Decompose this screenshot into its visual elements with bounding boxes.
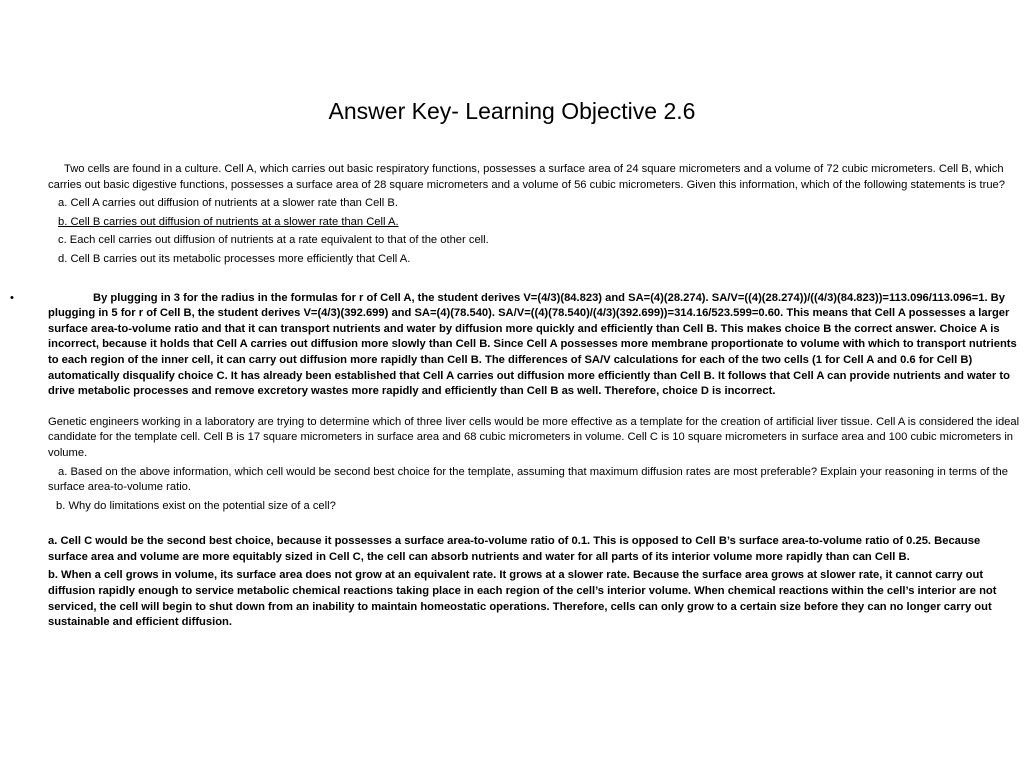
- question-1-option-b-correct: b. Cell B carries out diffusion of nutrients at a slower rate than Cell A.: [58, 215, 399, 228]
- bullet-marker: •: [10, 291, 14, 304]
- answer-2-part-a: a. Cell C would be the second best choice, because it possesses a surface area-to-volume ratio of 0.1. This is opposed to Cell B’s surface area-to-volume ratio of 0.25. Because surface area and volume are more equitably sized in Cell C, the cell can absorb nutrients and water for all parts of its interior volume more rapidly than can Cell B.: [48, 535, 981, 563]
- explanation-1: [10, 291, 1020, 400]
- question-2-stem: Genetic engineers working in a laboratory are trying to determine which of three liver cells would be more effective as a template for the creation of artificial liver tissue. Cell A is considered the ideal candidate for the template cell. Cell B is 17 square micrometers in surface area and 68 cubic micrometers in volume. Cell C is 10 square micrometers in surface area and 100 cubic micrometers in volume.: [48, 415, 1020, 459]
- slide-content: [10, 162, 1020, 631]
- answer-2-part-b: b. When a cell grows in volume, its surface area does not grow at an equivalent rate. It grows at a slower rate. Because the surface area grows at slower rate, it cannot carry out diffusion rapidly enough to service metabolic chemical reactions taking place in each region of the cell’s interior volume. When chemical reactions within the cell’s interior are not serviced, the cell will begin to shut down from an inability to maintain homeostatic operations. Therefore, cells can only grow to a certain size before they can no longer carry out sustainable and efficient diffusion.: [48, 569, 997, 629]
- slide-title: Answer Key- Learning Objective 2.6: [328, 98, 696, 125]
- question-1-option-c: c. Each cell carries out diffusion of nutrients at a rate equivalent to that of the other cell.: [58, 234, 489, 247]
- question-1-option-d: d. Cell B carries out its metabolic processes more efficiently that Cell A.: [58, 252, 411, 265]
- question-1-option-a: a. Cell A carries out diffusion of nutrients at a slower rate than Cell B.: [58, 197, 398, 210]
- question-2-part-a: a. Based on the above information, which cell would be second best choice for the template, assuming that maximum diffusion rates are most preferable? Explain your reasoning in terms of the surface area-to-volume ratio.: [48, 465, 1008, 494]
- question-1-stem: Two cells are found in a culture. Cell A, which carries out basic respiratory functions, possesses a surface area of 24 square micrometers and a volume of 72 cubic micrometers. Cell B, which carries out basic digestive functions, possesses a surface area of 28 square micrometers and a volume of 56 cubic micrometers. Given this information, which of the following statements is true?: [48, 163, 1005, 191]
- explanation-1-text: By plugging in 3 for the radius in the formulas for r of Cell A, the student derives V=(4/3)(84.823) and SA=(4)(28.274). SA/V=((4)(28.274))/((4/3)(84.823))=113.096/113.096=1. By plugging in 5 for r of Cell B, the student derives V=(4/3)(392.699) and SA=(4)(78.540). SA/V=((4)(78.540)/(4/3)(392.699))=314.16/523.599=0.60. This means that Cell A possesses a larger surface area-to-volume ratio and that it can transport nutrients and water by diffusion more quickly and efficiently than Cell B. This makes choice B the correct answer. Choice A is incorrect, because it holds that Cell A carries out diffusion more slowly than Cell B. Since Cell A possesses more membrane proportionate to volume with which to transport nutrients to each region of the inner cell, it can carry out diffusion more rapidly than Cell B. The differences of SA/V calculations for each of the two cells (1 for Cell A and 0.6 for Cell B) automatically disqualify choice C. It has already been established that Cell A carries out diffusion more efficiently than Cell B. It follows that Cell A can provide nutrients and water to drive metabolic processes and remove excretory wastes more rapidly and efficiently than Cell B as well. Therefore, choice D is incorrect.: [48, 291, 1017, 398]
- question-2-part-b: b. Why do limitations exist on the potential size of a cell?: [56, 499, 336, 512]
